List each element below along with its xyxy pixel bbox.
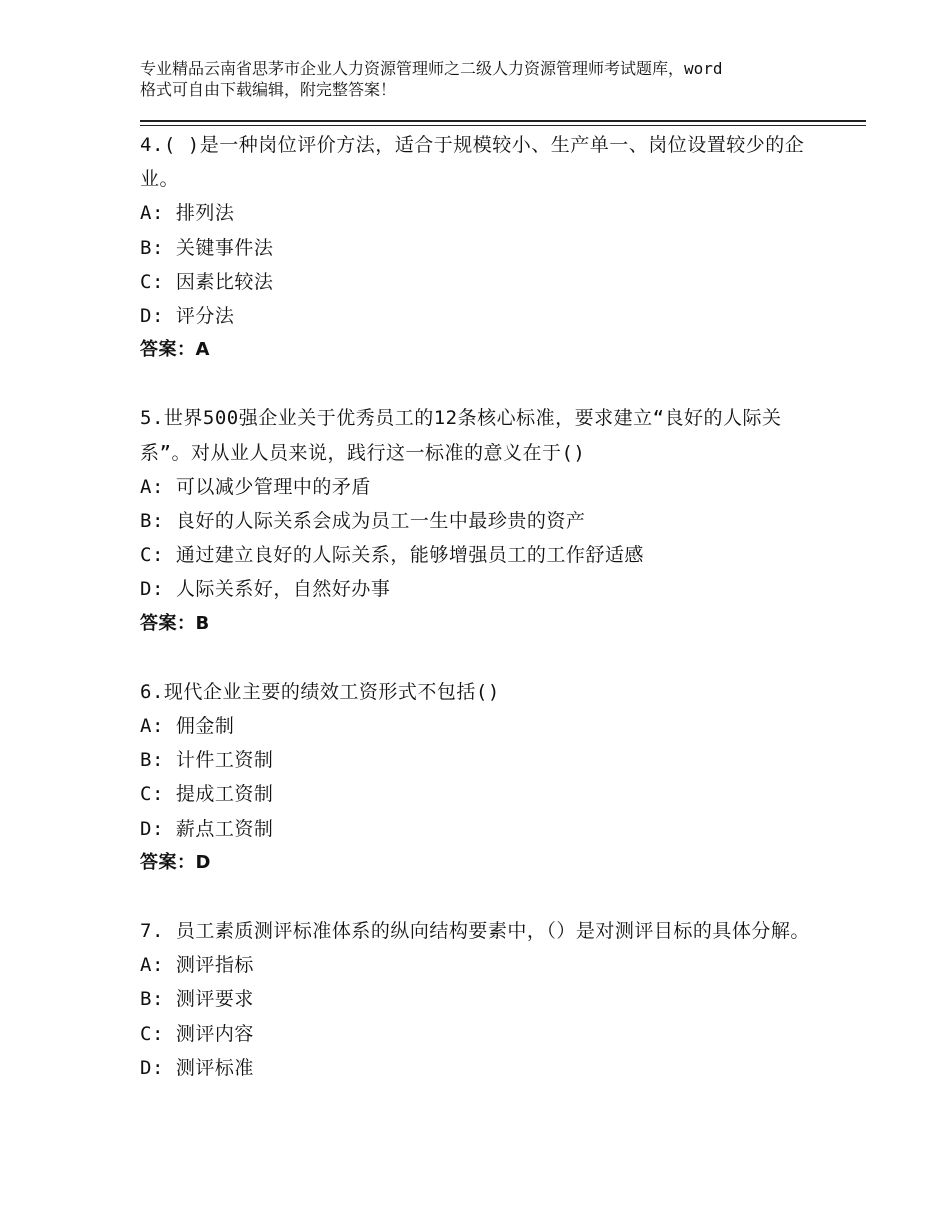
option-a: A: 排列法 (140, 202, 235, 225)
answer-label: 答案：A (140, 339, 210, 361)
option-c: C: 提成工资制 (140, 783, 274, 806)
document-header (140, 58, 830, 100)
question-stem: 4.( )是一种岗位评价方法，适合于规模较小、生产单一、岗位设置较少的企业。 (140, 134, 805, 191)
option-d: D: 人际关系好，自然好办事 (140, 578, 391, 601)
question-stem: 5.世界500强企业关于优秀员工的12条核心标准，要求建立“良好的人际关系”。对从业人员来说，践行这一标准的意义在于() (140, 407, 782, 464)
option-b: B: 计件工资制 (140, 749, 274, 772)
question-stem: 6.现代企业主要的绩效工资形式不包括() (140, 680, 500, 703)
header-divider-thick (140, 120, 866, 122)
option-c: C: 因素比较法 (140, 270, 274, 293)
option-c: C: 测评内容 (140, 1022, 254, 1045)
header-line-2: 格式可自由下载编辑，附完整答案！ (140, 80, 397, 99)
question-list (140, 128, 820, 1119)
option-b: B: 测评要求 (140, 988, 254, 1011)
option-c: C: 通过建立良好的人际关系，能够增强员工的工作舒适感 (140, 544, 644, 567)
question-4 (140, 128, 820, 367)
option-d: D: 测评标准 (140, 1056, 254, 1079)
question-stem: 7. 员工素质测评标准体系的纵向结构要素中，（）是对测评目标的具体分解。 (140, 920, 810, 943)
option-b: B: 良好的人际关系会成为员工一生中最珍贵的资产 (140, 510, 586, 533)
question-7 (140, 914, 820, 1085)
question-5 (140, 401, 820, 640)
header-divider-thin (140, 125, 866, 126)
option-b: B: 关键事件法 (140, 236, 274, 259)
option-a: A: 可以减少管理中的矛盾 (140, 475, 371, 498)
option-d: D: 薪点工资制 (140, 817, 274, 840)
question-6 (140, 675, 820, 880)
option-a: A: 佣金制 (140, 715, 235, 738)
header-line-1: 专业精品云南省思茅市企业人力资源管理师之二级人力资源管理师考试题库，word (140, 59, 723, 78)
answer-label: 答案：D (140, 851, 211, 873)
option-a: A: 测评指标 (140, 954, 254, 977)
answer-label: 答案：B (140, 612, 210, 634)
option-d: D: 评分法 (140, 305, 235, 328)
